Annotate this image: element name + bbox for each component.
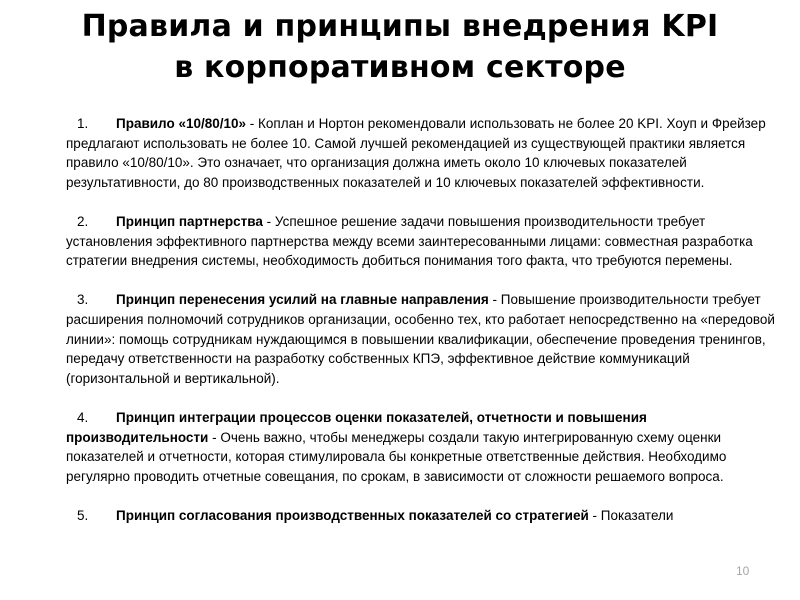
rules-list [66,114,776,545]
item-number: 3. [77,292,89,308]
item-number: 1. [77,116,89,131]
list-item [66,506,776,526]
item-heading: Правило «10/80/10» [116,116,247,131]
list-item [66,114,776,192]
item-heading: Принцип согласования производственных показателей со стратегией [116,507,589,523]
item-number: 5. [77,507,89,523]
item-heading: Принцип партнерства [116,213,263,229]
list-item [66,290,776,388]
slide-title-line-1: Правила и принципы внедрения KPI [81,9,719,44]
item-heading: Принцип интеграции процессов оценки показателей, отчетности и повышения производительности [66,409,647,445]
item-text: - Показатели [588,507,674,523]
item-text: - Повышение производительности требует расширения полномочий сотрудников организации, особенно тех, кто работает непосредственно на «передовой линии»: помощь сотрудникам нуждающимся в повышении квалификации, обеспечение проведения тренингов, передачу ответственности на разработку собственных КПЭ, эффективное действие коммуникаций (горизонтальной и вертикальной). [66,292,775,386]
list-item [66,408,776,486]
item-number: 4. [77,409,89,425]
item-number: 2. [77,213,89,229]
item-text: - Коплан и Нортон рекомендовали использовать не более 20 KPI. Хоуп и Фрейзер предлагают использовать не более 10. Самой лучшей рекомендацией из существующей практики является правило «10/80/10». Это означает, что организация должна иметь около 10 ключевых показателей результативности, до 80 производственных показателей и 10 ключевых показателей эффективности. [66,116,766,190]
item-text: - Очень важно, чтобы менеджеры создали такую интегрированную схему оценки показателей и отчетности, которая стимулировала бы конкретные ответственные действия. Необходимо регулярно проводить отчетные совещания, по срокам, в зависимости от сложности решаемого вопроса. [66,429,727,484]
item-text: - Успешное решение задачи повышения производительности требует установления эффективного партнерства между всеми заинтересованными лицами: совместная разработка стратегии внедрения системы, необходимость добиться понимания того факта, что требуются перемены. [66,213,753,269]
list-item [66,212,776,271]
page-number: 10 [736,564,750,578]
slide-title-line-2: в корпоративном секторе [174,50,626,85]
slide-title [0,6,800,88]
item-heading: Принцип перенесения усилий на главные направления [116,292,489,308]
